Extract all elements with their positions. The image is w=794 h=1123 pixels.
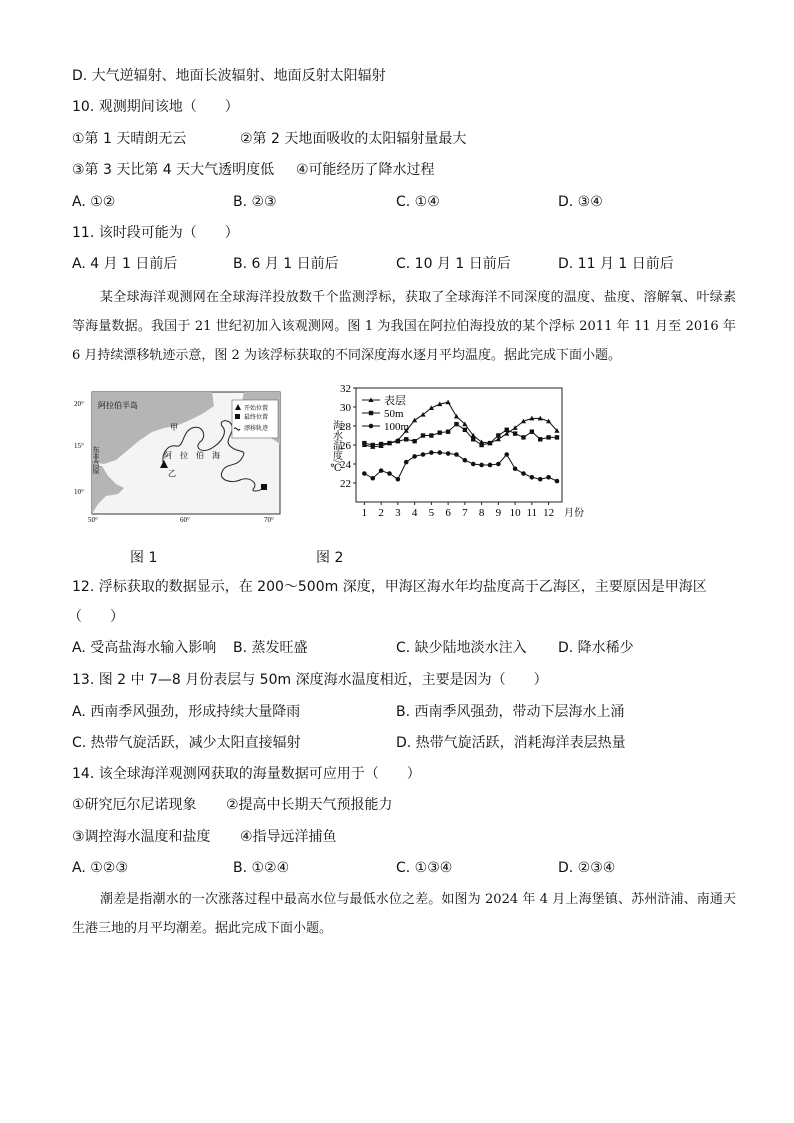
figure-1-caption: 图 1 (130, 550, 158, 566)
point-50m (438, 430, 442, 434)
point-100m (429, 450, 434, 455)
figure-2-chart (326, 382, 590, 530)
point-100m (530, 475, 535, 480)
q14-statement-2: ②提高中长期天气预报能力 (226, 797, 393, 813)
q11-option-c: C. 10 月 1 日前后 (396, 256, 511, 272)
point-100m (379, 468, 384, 473)
figure-1-map (72, 384, 286, 524)
point-50m (387, 441, 391, 445)
y-tick-label-30: 30 (340, 402, 351, 414)
legend-label-表层: 表层 (384, 395, 406, 407)
x-tick-label-11: 11 (526, 507, 538, 519)
q14-option-b: B. ①②④ (233, 860, 290, 876)
x-tick-label-8: 8 (478, 507, 485, 519)
lon-tick-50: 50° (88, 516, 98, 524)
q13-stem: 13. 图 2 中 7—8 月份表层与 50m 深度海水温度相近，主要是因为（ ） (72, 672, 548, 688)
point-100m (504, 452, 509, 457)
point-50m (446, 430, 450, 434)
point-100m (412, 454, 417, 459)
q12-stem: 12. 浮标获取的数据显示，在 200～500m 深度，甲海区海水年均盐度高于乙海区，主要原因是甲海区 (72, 579, 707, 595)
passage-ocean-observation: 某全球海洋观测网在全球海洋投放数千个监测浮标，获取了全球海洋不同深度的温度、盐度、溶解氧、叶绿素等海量数据。我国于 21 世纪初加入该观测网。图 1 为我国在阿拉伯海投放的某个浮标 2011 年 11 月至 2016 年 6 月持续漂移轨迹示意，图 2 为该浮标获取的不同深度海水逐月平均温度。据此完成下面小题。 (72, 290, 736, 363)
q14-option-c: C. ①③④ (396, 860, 453, 876)
q10-statement-3: ③第 3 天比第 4 天大气透明度低 (72, 162, 275, 178)
point-50m (496, 433, 500, 437)
label-peninsula: 阿拉伯半岛 (98, 401, 138, 410)
y-axis-label: 海水温度/℃ (330, 420, 342, 474)
point-50m (530, 430, 534, 434)
point-50m (463, 428, 467, 432)
label-sea: 阿 拉 伯 海 (164, 451, 220, 460)
point-50m (421, 433, 425, 437)
x-tick-label-12: 12 (543, 507, 555, 519)
q10-statement-4: ④可能经历了降水过程 (296, 162, 435, 178)
point-50m (454, 422, 458, 426)
point-表层 (446, 400, 451, 405)
lat-tick-10: 10° (74, 488, 84, 496)
legend-marker-50m (369, 411, 373, 415)
q14-statement-3: ③调控海水温度和盐度 (72, 829, 211, 845)
lon-tick-60: 60° (180, 516, 190, 524)
q14-option-a: A. ①②③ (72, 860, 128, 876)
point-100m (446, 451, 451, 456)
series-line-100m (364, 453, 557, 482)
label-jia: 甲 (170, 423, 178, 432)
q10-statement-1: ①第 1 天晴朗无云 (72, 131, 187, 147)
label-horn: 东非高原 (92, 446, 100, 474)
figure-2-caption: 图 2 (316, 550, 344, 566)
legend-label-50m: 50m (384, 408, 404, 420)
point-100m (496, 462, 501, 467)
passage-tidal-range: 潮差是指潮水的一次涨落过程中最高水位与最低水位之差。如图为 2024 年 4 月上海堡镇、苏州浒浦、南通天生港三地的月平均潮差。据此完成下面小题。 (72, 892, 736, 936)
point-50m (371, 443, 375, 447)
q12-option-c: C. 缺少陆地淡水注入 (396, 640, 527, 656)
q14-statement-1: ①研究厄尔尼诺现象 (72, 797, 197, 813)
x-tick-label-3: 3 (395, 507, 401, 519)
q11-option-d: D. 11 月 1 日前后 (558, 256, 674, 272)
point-100m (362, 471, 367, 476)
point-50m (404, 437, 408, 441)
x-tick-label-6: 6 (445, 507, 451, 519)
q13-option-a: A. 西南季风强劲，形成持续大量降雨 (72, 704, 301, 720)
point-100m (488, 463, 493, 468)
end-position-marker (261, 484, 267, 490)
q11-option-a: A. 4 月 1 日前后 (72, 256, 178, 272)
point-50m (412, 439, 416, 443)
point-100m (396, 477, 401, 482)
point-100m (421, 452, 426, 457)
q13-option-d: D. 热带气旋活跃，消耗海洋表层热量 (396, 735, 626, 751)
point-50m (429, 433, 433, 437)
q14-option-d: D. ②③④ (558, 860, 616, 876)
x-tick-label-9: 9 (495, 507, 502, 519)
q13-option-b: B. 西南季风强劲，带动下层海水上涌 (396, 704, 625, 720)
q14-stem: 14. 该全球海洋观测网获取的海量数据可应用于（ ） (72, 766, 421, 782)
q10-option-a: A. ①② (72, 194, 116, 210)
x-axis-unit: 月份 (564, 508, 584, 519)
point-50m (555, 435, 559, 439)
q10-option-c: C. ①④ (396, 194, 440, 210)
q10-stem: 10. 观测期间该地（ ） (72, 99, 239, 115)
x-tick-label-10: 10 (509, 507, 521, 519)
point-50m (379, 442, 383, 446)
x-tick-label-7: 7 (462, 507, 468, 519)
point-50m (479, 443, 483, 447)
point-50m (488, 441, 492, 445)
y-tick-label-28: 28 (340, 421, 351, 433)
point-100m (454, 452, 459, 457)
q13-option-c: C. 热带气旋活跃，减少太阳直接辐射 (72, 735, 301, 751)
point-50m (471, 437, 475, 441)
point-表层 (454, 414, 459, 419)
point-表层 (412, 418, 417, 423)
lat-tick-20: 20° (74, 400, 84, 408)
point-100m (437, 450, 442, 455)
q14-statement-4: ④指导远洋捕鱼 (240, 829, 337, 845)
point-100m (538, 477, 543, 482)
lon-tick-70: 70° (264, 516, 274, 524)
point-50m (396, 439, 400, 443)
q11-stem: 11. 该时段可能为（ ） (72, 225, 239, 241)
q12-stem-blank: （ ） (68, 609, 124, 625)
point-50m (362, 441, 366, 445)
q12-option-d: D. 降水稀少 (558, 640, 634, 656)
y-tick-label-24: 24 (340, 459, 351, 471)
x-tick-label-5: 5 (428, 507, 435, 519)
point-100m (404, 460, 409, 465)
point-100m (471, 462, 476, 467)
q11-option-b: B. 6 月 1 日前后 (233, 256, 339, 272)
y-tick-label-32: 32 (340, 383, 351, 395)
label-yi: 乙 (168, 469, 176, 478)
point-100m (521, 471, 526, 476)
x-tick-label-1: 1 (361, 507, 368, 519)
legend-end: 最终位置 (244, 415, 269, 421)
point-100m (555, 479, 560, 484)
legend-label-100m: 100m (384, 421, 410, 433)
point-100m (370, 476, 375, 481)
legend-start: 开始位置 (244, 406, 269, 412)
legend-track: 漂移轨迹 (244, 426, 269, 432)
point-100m (479, 463, 484, 468)
point-50m (546, 435, 550, 439)
lat-tick-15: 15° (74, 442, 84, 450)
point-100m (513, 466, 518, 471)
q12-option-b: B. 蒸发旺盛 (233, 640, 308, 656)
point-100m (546, 475, 551, 480)
y-tick-label-26: 26 (340, 440, 351, 452)
point-100m (387, 471, 392, 476)
point-50m (521, 435, 525, 439)
legend-end-icon (235, 414, 240, 419)
legend-marker-100m (369, 424, 374, 429)
point-50m (538, 437, 542, 441)
x-tick-label-2: 2 (378, 507, 384, 519)
point-50m (505, 428, 509, 432)
q12-option-a: A. 受高盐海水输入影响 (72, 640, 217, 656)
q9-option-d: D. 大气逆辐射、地面长波辐射、地面反射太阳辐射 (72, 68, 386, 84)
q10-option-d: D. ③④ (558, 194, 603, 210)
x-tick-label-4: 4 (411, 507, 418, 519)
q10-statement-2: ②第 2 天地面吸收的太阳辐射量最大 (240, 131, 467, 147)
point-50m (513, 431, 517, 435)
y-tick-label-22: 22 (340, 478, 351, 490)
point-100m (463, 458, 468, 463)
q10-option-b: B. ②③ (233, 194, 277, 210)
